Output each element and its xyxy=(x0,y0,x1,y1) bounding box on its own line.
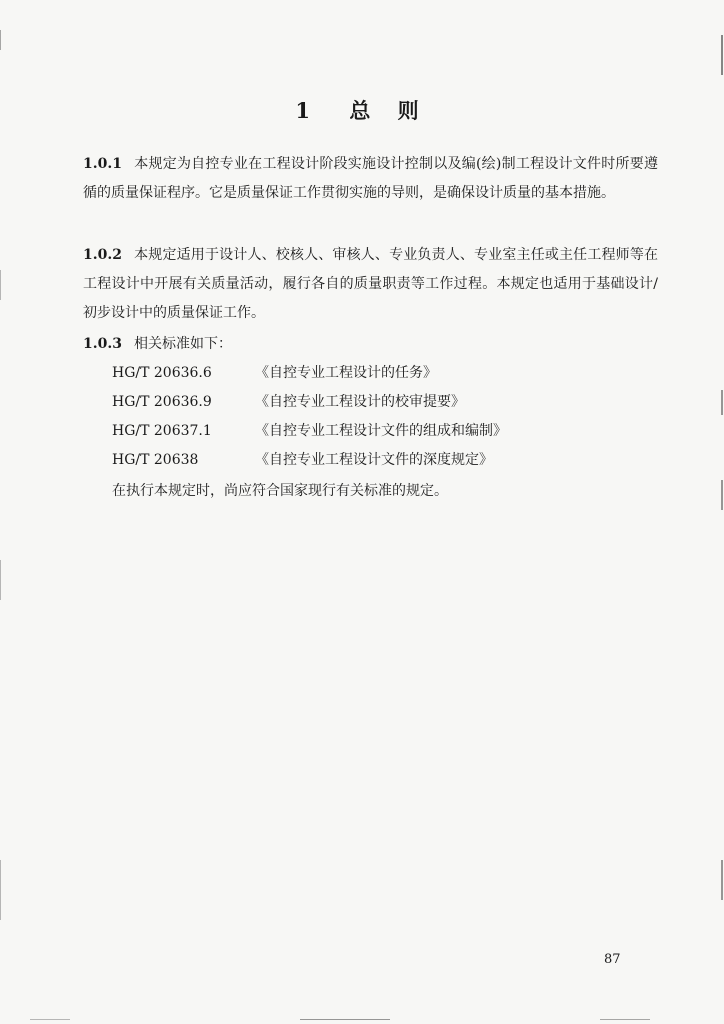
standard-row xyxy=(112,388,652,417)
clause-text: 本规定为自控专业在工程设计阶段实施设计控制以及编(绘)制工程设计文件时所要遵循的质量保证程序。它是质量保证工作贯彻实施的导则，是确保设计质量的基本措施。 xyxy=(83,156,658,201)
scan-artifact xyxy=(30,1019,70,1020)
clause-1-0-2 xyxy=(83,241,658,328)
standard-title: 《自控专业工程设计文件的深度规定》 xyxy=(255,452,493,468)
scan-artifact xyxy=(0,30,1,50)
clause-1-0-3 xyxy=(83,330,658,359)
standard-code: HG/T 20636.9 xyxy=(112,394,212,410)
clause-text: 本规定适用于设计人、校核人、审核人、专业负责人、专业室主任或主任工程师等在工程设计中开展有关质量活动，履行各自的质量职责等工作过程。本规定也适用于基础设计/初步设计中的质量保证工作。 xyxy=(83,247,658,321)
scan-artifact xyxy=(721,860,723,900)
standard-code: HG/T 20637.1 xyxy=(112,423,212,439)
clause-1-0-1 xyxy=(83,150,658,208)
scan-artifact xyxy=(0,560,1,600)
chapter-title-char-1: 总 xyxy=(349,98,373,123)
page-number: 87 xyxy=(604,952,621,967)
scan-artifact xyxy=(721,35,723,75)
chapter-title-char-2: 则 xyxy=(397,98,421,123)
chapter-title xyxy=(0,95,724,125)
chapter-number: 1 xyxy=(295,98,312,123)
clause-text: 相关标准如下： xyxy=(133,336,232,352)
scan-artifact xyxy=(600,1019,650,1020)
scan-artifact xyxy=(0,270,1,300)
standard-title: 《自控专业工程设计的校审提要》 xyxy=(255,394,465,410)
clause-number: 1.0.1 xyxy=(83,156,122,172)
clause-number: 1.0.3 xyxy=(83,336,122,352)
scan-artifact xyxy=(300,1019,390,1020)
standards-list xyxy=(112,359,652,475)
clause-number: 1.0.2 xyxy=(83,247,122,263)
standard-row xyxy=(112,417,652,446)
standard-title: 《自控专业工程设计的任务》 xyxy=(255,365,437,381)
standard-row xyxy=(112,446,652,475)
standard-row xyxy=(112,359,652,388)
closing-paragraph: 在执行本规定时，尚应符合国家现行有关标准的规定。 xyxy=(112,483,448,499)
standard-code: HG/T 20636.6 xyxy=(112,365,212,381)
scan-artifact xyxy=(0,860,1,920)
scan-artifact xyxy=(721,390,723,415)
scan-artifact xyxy=(721,480,723,510)
standard-code: HG/T 20638 xyxy=(112,452,199,468)
standard-title: 《自控专业工程设计文件的组成和编制》 xyxy=(255,423,507,439)
